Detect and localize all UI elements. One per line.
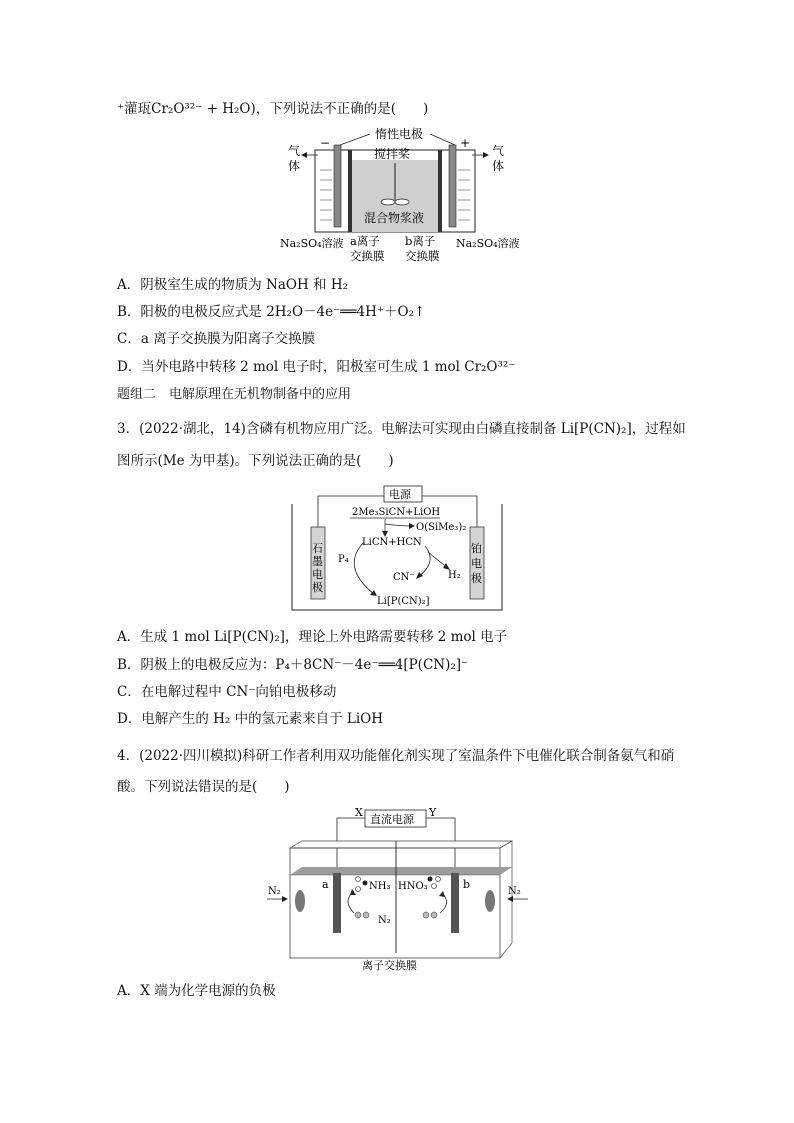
q3-stem-line2: 图所示(Me 为甲基)。下列说法正确的是( ) [117,453,394,469]
byproduct: O(SiMe₃)₂ [416,522,467,533]
na2so4-left: Na₂SO₄溶液 [280,237,344,250]
q2-option-c: C．a 离子交换膜为阳离子交换膜 [117,331,316,347]
q4-electrolysis-figure [262,803,532,973]
q4-option-a: A．X 端为化学电源的负极 [117,983,276,999]
q3-option-d: D．电解产生的 H₂ 中的氢元素来自于 LiOH [117,711,384,727]
slurry-label: 混合物浆液 [364,211,425,225]
electrode-label: 惰性电极 [375,127,424,141]
q4-stem-line2: 酸。下列说法错误的是( ) [117,779,290,795]
q4-stem-line1: 4．(2022·四川模拟)科研工作者利用双功能催化剂实现了室温条件下电催化联合制备氨气和硝 [117,748,675,764]
product: Li[P(CN)₂] [377,596,430,607]
plus-sign: + [460,136,471,150]
n2-middle: N₂ [378,915,391,926]
graphite-1: 石 [312,542,323,555]
q2-option-a: A．阴极室生成的物质为 NaOH 和 H₂ [117,277,349,293]
gas-left-1: 气 [288,144,301,158]
x-terminal: X [355,806,363,819]
platinum-1: 铂 [471,542,482,555]
platinum-2: 电 [471,557,482,570]
electrode-a: a [322,878,329,891]
p4-label: P₄ [338,554,349,565]
minus-sign: − [320,136,331,150]
gas-right-1: 气 [492,144,505,158]
q3-stem-line1: 3．(2022·湖北，14)含磷有机物应用广泛。电解法可实现由白磷直接制备 Li[P(CN)₂]，过程如 [117,421,686,437]
intermediate: LiCN+HCN [362,537,422,548]
q2-intro: ⁺灌珁Cr₂O³²⁻ + H₂O)，下列说法不正确的是( ) [117,101,429,117]
q2-option-d: D．当外电路中转移 2 mol 电子时，阳极室可生成 1 mol Cr₂O³²⁻ [117,359,516,375]
membrane-a-2: 交换膜 [350,249,385,263]
n2-right: N₂ [508,886,521,897]
group2-title: 题组二 电解原理在无机物制备中的应用 [117,387,352,402]
n2-left: N₂ [268,886,281,897]
q3-option-a: A．生成 1 mol Li[P(CN)₂]，理论上外电路需要转移 2 mol 电子 [117,629,508,645]
gas-left-2: 体 [288,159,301,173]
cn-label: CN⁻ [393,572,415,583]
membrane-label: 离子交换膜 [362,959,417,972]
na2so4-right: Na₂SO₄溶液 [456,237,520,250]
y-terminal: Y [429,806,437,819]
electrode-b: b [463,878,471,891]
membrane-a-1: a离子 [350,234,380,248]
membrane-b-2: 交换膜 [405,249,440,263]
q3-option-b: B．阴极上的电极反应为：P₄＋8CN⁻－4e⁻══4[P(CN)₂]⁻ [117,657,469,673]
dc-power-label: 直流电源 [370,813,414,826]
stirrer-label: 搅拌桨 [374,147,411,161]
platinum-3: 极 [471,572,482,585]
q2-option-b: B．阳极的电极反应式是 2H₂O－4e⁻══4H⁺＋O₂↑ [117,304,426,320]
h2-label: H₂ [448,570,461,581]
gas-right-2: 体 [492,159,505,173]
q3-option-c: C．在电解过程中 CN⁻向铂电极移动 [117,684,337,700]
q2-electrolysis-figure [270,125,530,265]
nh3-label: NH₃ [369,881,391,892]
reactants: 2Me₃SiCN+LiOH [352,507,441,518]
graphite-2: 墨 [312,555,323,568]
membrane-b-1: b离子 [405,234,436,248]
power-source-label: 电源 [389,488,411,501]
graphite-4: 极 [312,581,323,594]
graphite-3: 电 [312,568,323,581]
hno3-label: HNO₃ [398,881,428,892]
q3-electrolysis-figure [290,482,505,617]
